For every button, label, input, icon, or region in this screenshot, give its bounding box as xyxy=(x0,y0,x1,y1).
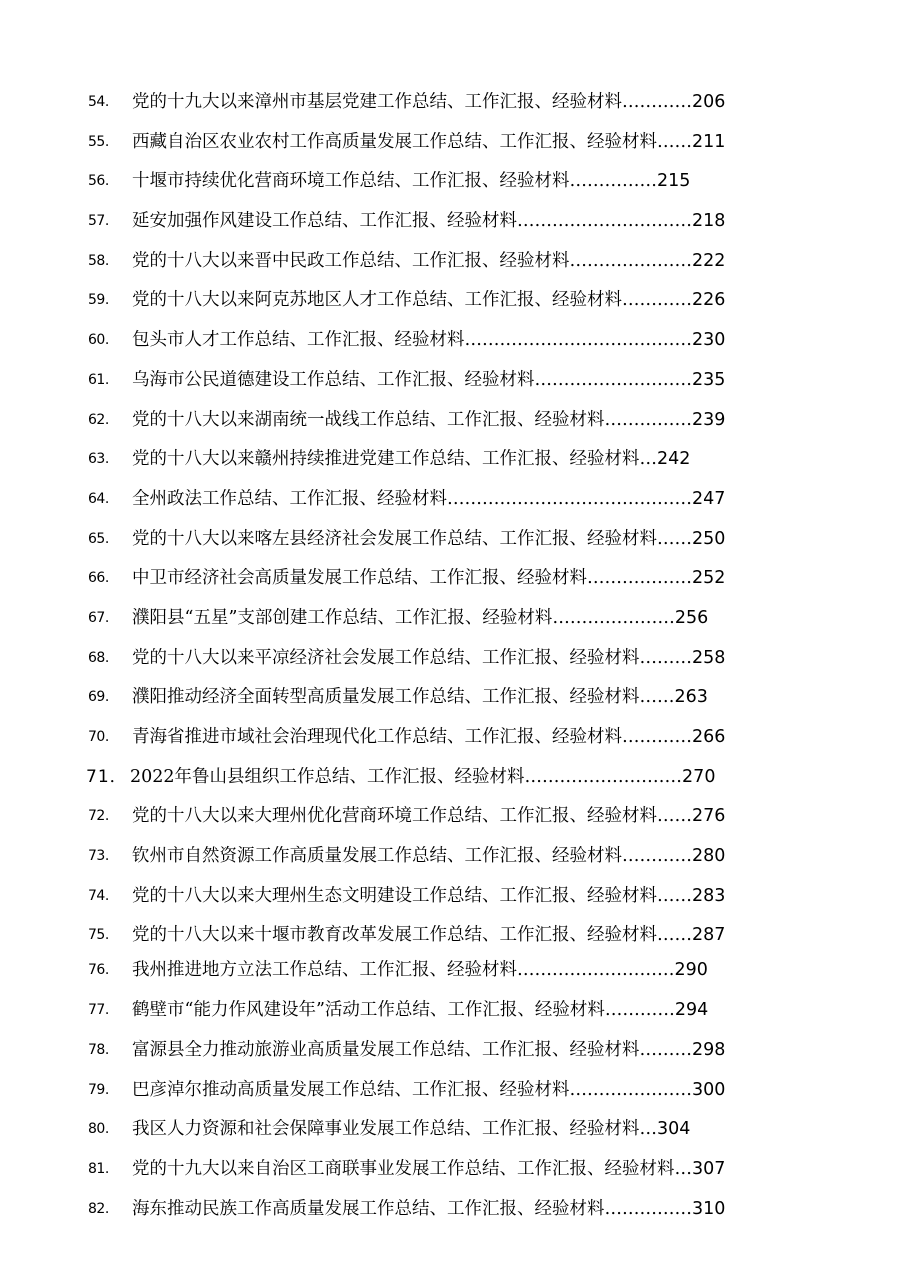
toc-entry xyxy=(0,837,909,877)
table-of-contents xyxy=(0,83,909,1229)
toc-entry xyxy=(0,321,909,361)
toc-entry xyxy=(0,1110,909,1150)
toc-leader-dots: ………… xyxy=(622,846,692,867)
toc-page-number: 215 xyxy=(657,171,691,192)
toc-entry-line xyxy=(132,1150,725,1189)
toc-entry-title: 党的十八大以来大理州优化营商环境工作总结、工作汇报、经验材料 xyxy=(132,806,657,827)
toc-page-number: 258 xyxy=(692,647,726,668)
toc-entry-line xyxy=(132,877,725,916)
toc-entry xyxy=(0,758,909,798)
toc-entry xyxy=(0,242,909,282)
toc-entry-title: 党的十八大以来平凉经济社会发展工作总结、工作汇报、经验材料 xyxy=(132,647,640,668)
toc-entry-title: 党的十八大以来赣州持续推进党建工作总结、工作汇报、经验材料 xyxy=(132,449,640,470)
toc-entry-number: 57. xyxy=(88,213,109,230)
toc-page-number: 276 xyxy=(692,806,726,827)
toc-leader-dots: …… xyxy=(657,925,692,946)
toc-leader-dots: …… xyxy=(657,131,692,152)
toc-page-number: 235 xyxy=(692,369,726,390)
toc-page-number: 310 xyxy=(692,1198,726,1219)
toc-entry-title: 我区人力资源和社会保障事业发展工作总结、工作汇报、经验材料 xyxy=(132,1119,640,1140)
toc-entry-number: 74. xyxy=(88,887,109,904)
toc-entry-line xyxy=(132,1190,725,1229)
toc-entry-number: 68. xyxy=(88,649,109,666)
toc-entry-line xyxy=(132,202,725,241)
toc-entry-line xyxy=(132,639,725,678)
toc-entry-title: 富源县全力推动旅游业高质量发展工作总结、工作汇报、经验材料 xyxy=(132,1039,640,1060)
toc-page-number: 298 xyxy=(692,1039,726,1060)
toc-entry-title: 濮阳县“五星”支部创建工作总结、工作汇报、经验材料 xyxy=(132,607,553,628)
toc-entry xyxy=(0,1150,909,1190)
toc-entry xyxy=(0,162,909,202)
toc-leader-dots: ………… xyxy=(622,92,692,112)
toc-entry-number: 58. xyxy=(88,252,109,269)
toc-entry xyxy=(0,916,909,951)
toc-entry-line xyxy=(132,718,725,757)
toc-leader-dots: ………………………………… xyxy=(464,330,692,351)
toc-page-number: 307 xyxy=(692,1158,726,1179)
toc-page-number: 283 xyxy=(692,885,726,906)
toc-entry-title: 我州推进地方立法工作总结、工作汇报、经验材料 xyxy=(132,960,517,981)
toc-leader-dots: …… xyxy=(657,806,692,827)
toc-page-number: 218 xyxy=(692,211,726,232)
toc-page-number: 226 xyxy=(692,290,726,311)
toc-entry-number: 82. xyxy=(88,1200,109,1217)
toc-entry xyxy=(0,678,909,718)
toc-leader-dots: ……… xyxy=(639,647,692,668)
toc-entry-line xyxy=(132,951,708,990)
toc-leader-dots: …………… xyxy=(604,1198,692,1219)
toc-entry-title: 党的十九大以来漳州市基层党建工作总结、工作汇报、经验材料 xyxy=(132,92,622,112)
toc-entry xyxy=(0,951,909,991)
toc-page-number: 250 xyxy=(692,528,726,549)
toc-entry-number: 69. xyxy=(88,689,109,706)
toc-entry-title: 党的十八大以来湖南统一战线工作总结、工作汇报、经验材料 xyxy=(132,409,605,430)
toc-page-number: 300 xyxy=(692,1079,726,1100)
toc-leader-dots: ………………… xyxy=(552,607,675,628)
toc-entry xyxy=(0,1071,909,1111)
toc-entry xyxy=(0,639,909,679)
toc-entry-title: 包头市人才工作总结、工作汇报、经验材料 xyxy=(132,330,465,351)
toc-leader-dots: … xyxy=(639,1119,657,1140)
toc-entry-number: 80. xyxy=(88,1121,109,1138)
toc-leader-dots: ……………………… xyxy=(534,369,692,390)
toc-entry-line xyxy=(132,321,725,360)
toc-page-number: 247 xyxy=(692,488,726,509)
toc-entry-number: 78. xyxy=(88,1041,109,1058)
toc-entry-number: 62. xyxy=(88,411,109,428)
toc-leader-dots: …… xyxy=(639,687,675,708)
toc-entry-number: 54. xyxy=(88,94,109,110)
toc-entry xyxy=(0,202,909,242)
toc-leader-dots: ……………………… xyxy=(524,766,683,787)
toc-entry-number: 79. xyxy=(88,1081,109,1098)
toc-page-number: 287 xyxy=(692,925,726,946)
toc-entry-title: 党的十九大以来自治区工商联事业发展工作总结、工作汇报、经验材料 xyxy=(132,1158,675,1179)
toc-entry xyxy=(0,1031,909,1071)
toc-page-number: 266 xyxy=(692,727,726,747)
toc-leader-dots: …………… xyxy=(604,409,692,430)
toc-entry xyxy=(0,1190,909,1230)
toc-entry-number: 72. xyxy=(88,808,109,825)
toc-leader-dots: ………… xyxy=(622,290,692,311)
toc-entry-number: 60. xyxy=(88,332,109,349)
toc-entry-number: 56. xyxy=(88,173,109,190)
toc-entry xyxy=(0,877,909,917)
toc-entry-line xyxy=(132,678,708,717)
toc-entry-line xyxy=(132,1110,690,1149)
toc-entry-line xyxy=(132,520,725,559)
toc-page-number: 252 xyxy=(692,568,726,589)
toc-entry-line xyxy=(132,83,725,122)
toc-entry xyxy=(0,718,909,758)
toc-entry xyxy=(0,281,909,321)
toc-entry-title: 党的十八大以来晋中民政工作总结、工作汇报、经验材料 xyxy=(132,250,570,271)
toc-entry-title: 党的十八大以来大理州生态文明建设工作总结、工作汇报、经验材料 xyxy=(132,885,657,906)
toc-entry-number: 76. xyxy=(88,962,109,979)
toc-entry-title: 乌海市公民道德建设工作总结、工作汇报、经验材料 xyxy=(132,369,535,390)
toc-entry xyxy=(0,797,909,837)
toc-entry-line xyxy=(132,162,690,201)
toc-leader-dots: ……………………… xyxy=(517,960,675,981)
toc-entry xyxy=(0,123,909,163)
toc-entry-line xyxy=(132,1031,725,1070)
toc-page-number: 294 xyxy=(674,1000,709,1021)
toc-entry-number: 55. xyxy=(88,133,109,150)
toc-entry-number: 66. xyxy=(88,570,109,587)
toc-entry-number: 81. xyxy=(88,1160,109,1177)
toc-entry-title: 党的十八大以来十堰市教育改革发展工作总结、工作汇报、经验材料 xyxy=(132,925,657,946)
toc-entry-title: 党的十八大以来喀左县经济社会发展工作总结、工作汇报、经验材料 xyxy=(132,528,657,549)
toc-leader-dots: ………………… xyxy=(569,1079,692,1100)
toc-entry xyxy=(0,440,909,480)
toc-leader-dots: ………………… xyxy=(569,250,692,271)
toc-entry-number: 70. xyxy=(88,729,109,745)
toc-page-number: 270 xyxy=(682,766,716,787)
toc-leader-dots: ……… xyxy=(639,1039,692,1060)
toc-entry xyxy=(0,361,909,401)
toc-page-number: 263 xyxy=(674,687,708,708)
toc-leader-dots: ……………… xyxy=(587,568,692,589)
toc-leader-dots: …………… xyxy=(569,171,657,192)
toc-entry-line xyxy=(132,480,725,519)
toc-entry-number: 65. xyxy=(88,530,109,547)
toc-entry-line xyxy=(132,361,725,400)
toc-entry-line xyxy=(132,242,725,281)
toc-entry xyxy=(0,520,909,560)
toc-leader-dots: ………………………… xyxy=(517,211,692,232)
toc-entry-title: 2022年鲁山县组织工作总结、工作汇报、经验材料 xyxy=(130,766,525,787)
toc-entry-number: 73. xyxy=(88,848,109,865)
toc-entry-number: 64. xyxy=(88,490,109,507)
toc-entry-number: 61. xyxy=(88,371,109,388)
toc-page-number: 239 xyxy=(692,409,726,430)
toc-page-number: 304 xyxy=(657,1119,691,1140)
toc-leader-dots: …………………………………… xyxy=(447,488,692,509)
toc-entry-number: 67. xyxy=(88,609,109,626)
toc-entry xyxy=(0,991,909,1031)
toc-page-number: 230 xyxy=(692,330,726,351)
toc-page-number: 211 xyxy=(692,131,726,152)
toc-entry-line xyxy=(132,281,725,320)
toc-entry-line xyxy=(132,123,725,162)
toc-entry-line xyxy=(132,401,725,440)
toc-entry-line xyxy=(132,440,690,479)
toc-entry xyxy=(0,401,909,441)
toc-entry-title: 西藏自治区农业农村工作高质量发展工作总结、工作汇报、经验材料 xyxy=(132,131,657,152)
toc-entry-title: 十堰市持续优化营商环境工作总结、工作汇报、经验材料 xyxy=(132,171,570,192)
toc-leader-dots: … xyxy=(674,1158,692,1179)
toc-page-number: 222 xyxy=(692,250,726,271)
toc-page-number: 256 xyxy=(674,607,709,628)
toc-entry xyxy=(0,83,909,123)
toc-entry-line xyxy=(132,797,725,836)
toc-entry-number: 63. xyxy=(88,451,109,468)
toc-entry-title: 延安加强作风建设工作总结、工作汇报、经验材料 xyxy=(132,211,517,232)
toc-leader-dots: … xyxy=(639,449,657,470)
toc-page-number: 242 xyxy=(657,449,691,470)
toc-entry-line xyxy=(132,991,708,1030)
toc-entry-line xyxy=(132,599,708,638)
toc-entry-number: 77. xyxy=(88,1002,109,1019)
toc-entry-title: 鹤壁市“能力作风建设年”活动工作总结、工作汇报、经验材料 xyxy=(132,1000,605,1021)
toc-entry-line xyxy=(132,1071,725,1110)
toc-entry-number: 59. xyxy=(88,292,109,309)
toc-page-number: 206 xyxy=(692,92,726,112)
toc-entry-title: 濮阳推动经济全面转型高质量发展工作总结、工作汇报、经验材料 xyxy=(132,687,640,708)
toc-leader-dots: ………… xyxy=(604,1000,675,1021)
toc-entry-line xyxy=(132,559,725,598)
toc-entry-title: 中卫市经济社会高质量发展工作总结、工作汇报、经验材料 xyxy=(132,568,587,589)
toc-page-number: 280 xyxy=(692,846,726,867)
toc-leader-dots: …… xyxy=(657,885,692,906)
toc-entry xyxy=(0,480,909,520)
toc-entry-line xyxy=(130,758,715,797)
toc-leader-dots: ………… xyxy=(622,727,692,747)
toc-entry-title: 党的十八大以来阿克苏地区人才工作总结、工作汇报、经验材料 xyxy=(132,290,622,311)
toc-page-number: 290 xyxy=(674,960,708,981)
toc-entry-number: 71． xyxy=(86,766,128,787)
toc-entry xyxy=(0,559,909,599)
toc-entry-number: 75. xyxy=(88,927,109,944)
toc-entry-title: 全州政法工作总结、工作汇报、经验材料 xyxy=(132,488,447,509)
toc-entry-line xyxy=(132,837,725,876)
toc-leader-dots: …… xyxy=(657,528,692,549)
toc-entry-title: 巴彦淖尔推动高质量发展工作总结、工作汇报、经验材料 xyxy=(132,1079,570,1100)
toc-entry-title: 海东推动民族工作高质量发展工作总结、工作汇报、经验材料 xyxy=(132,1198,605,1219)
toc-entry-title: 钦州市自然资源工作高质量发展工作总结、工作汇报、经验材料 xyxy=(132,846,622,867)
toc-entry-title: 青海省推进市域社会治理现代化工作总结、工作汇报、经验材料 xyxy=(132,727,622,747)
toc-entry xyxy=(0,599,909,639)
toc-entry-line xyxy=(132,916,725,955)
